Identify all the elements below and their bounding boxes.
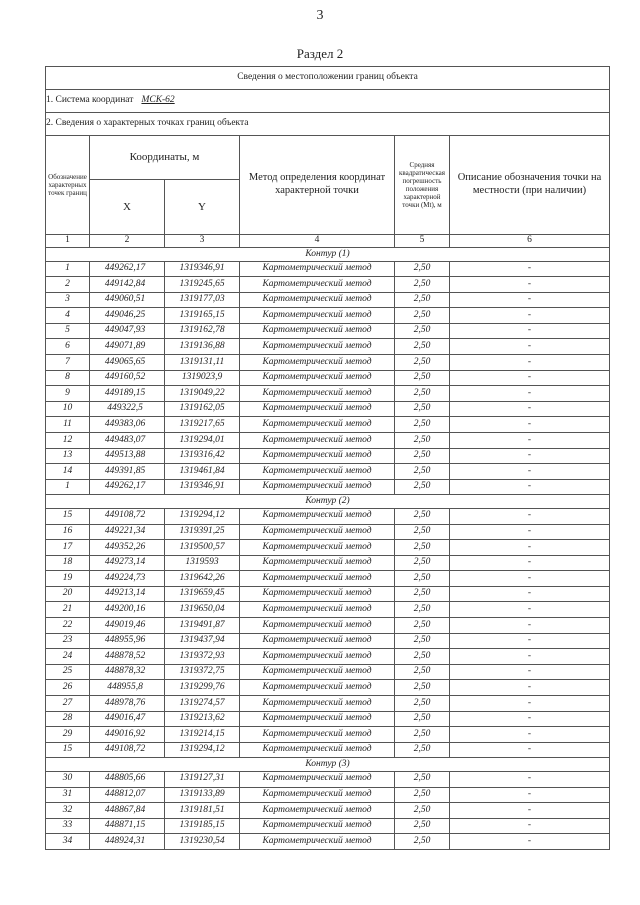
table-row xyxy=(46,555,610,571)
mean-error-cell: 2,50 xyxy=(395,448,450,464)
contour-label: Контур (2) xyxy=(46,495,610,509)
point-number-cell: 19 xyxy=(46,571,90,587)
point-number-cell: 34 xyxy=(46,834,90,850)
coord-system-row xyxy=(46,90,610,113)
y-coordinate-cell: 1319274,57 xyxy=(165,696,240,712)
x-coordinate-cell: 449513,88 xyxy=(90,448,165,464)
point-number-cell: 28 xyxy=(46,711,90,727)
mean-error-cell: 2,50 xyxy=(395,602,450,618)
point-number-cell: 1 xyxy=(46,479,90,495)
y-coordinate-cell: 1319299,76 xyxy=(165,680,240,696)
column-number: 4 xyxy=(240,235,395,248)
header-y: Y xyxy=(165,180,240,235)
point-number-cell: 2 xyxy=(46,277,90,293)
description-cell: - xyxy=(450,664,610,680)
method-cell: Картометрический метод xyxy=(240,727,395,743)
table-row xyxy=(46,508,610,524)
mean-error-cell: 2,50 xyxy=(395,818,450,834)
point-number-cell: 18 xyxy=(46,555,90,571)
description-cell: - xyxy=(450,727,610,743)
table-row xyxy=(46,479,610,495)
point-number-cell: 20 xyxy=(46,586,90,602)
y-coordinate-cell: 1319461,84 xyxy=(165,464,240,480)
description-cell: - xyxy=(450,680,610,696)
method-cell: Картометрический метод xyxy=(240,633,395,649)
y-coordinate-cell: 1319162,78 xyxy=(165,323,240,339)
method-cell: Картометрический метод xyxy=(240,339,395,355)
column-number: 3 xyxy=(165,235,240,248)
y-coordinate-cell: 1319214,15 xyxy=(165,727,240,743)
point-number-cell: 16 xyxy=(46,524,90,540)
y-coordinate-cell: 1319133,89 xyxy=(165,787,240,803)
description-cell: - xyxy=(450,571,610,587)
column-number: 6 xyxy=(450,235,610,248)
method-cell: Картометрический метод xyxy=(240,771,395,787)
description-cell: - xyxy=(450,386,610,402)
table-row xyxy=(46,711,610,727)
method-cell: Картометрический метод xyxy=(240,649,395,665)
point-number-cell: 30 xyxy=(46,771,90,787)
method-cell: Картометрический метод xyxy=(240,433,395,449)
point-number-cell: 14 xyxy=(46,464,90,480)
point-number-cell: 12 xyxy=(46,433,90,449)
y-coordinate-cell: 1319294,01 xyxy=(165,433,240,449)
mean-error-cell: 2,50 xyxy=(395,339,450,355)
table-row xyxy=(46,417,610,433)
table-row xyxy=(46,633,610,649)
y-coordinate-cell: 1319213,62 xyxy=(165,711,240,727)
method-cell: Картометрический метод xyxy=(240,401,395,417)
mean-error-cell: 2,50 xyxy=(395,696,450,712)
x-coordinate-cell: 449065,65 xyxy=(90,355,165,371)
mean-error-cell: 2,50 xyxy=(395,803,450,819)
table-row xyxy=(46,308,610,324)
point-number-cell: 9 xyxy=(46,386,90,402)
point-number-cell: 3 xyxy=(46,292,90,308)
table-row xyxy=(46,696,610,712)
y-coordinate-cell: 1319659,45 xyxy=(165,586,240,602)
method-cell: Картометрический метод xyxy=(240,277,395,293)
y-coordinate-cell: 1319217,65 xyxy=(165,417,240,433)
x-coordinate-cell: 449383,06 xyxy=(90,417,165,433)
description-cell: - xyxy=(450,818,610,834)
table-row xyxy=(46,464,610,480)
point-number-cell: 15 xyxy=(46,508,90,524)
description-cell: - xyxy=(450,771,610,787)
method-cell: Картометрический метод xyxy=(240,787,395,803)
mean-error-cell: 2,50 xyxy=(395,401,450,417)
mean-error-cell: 2,50 xyxy=(395,771,450,787)
point-number-cell: 32 xyxy=(46,803,90,819)
table-row xyxy=(46,261,610,277)
x-coordinate-cell: 449108,72 xyxy=(90,508,165,524)
table-title: Сведения о местоположении границ объекта xyxy=(46,67,610,90)
table-row xyxy=(46,292,610,308)
description-cell: - xyxy=(450,787,610,803)
x-coordinate-cell: 448805,66 xyxy=(90,771,165,787)
x-coordinate-cell: 449071,89 xyxy=(90,339,165,355)
method-cell: Картометрический метод xyxy=(240,803,395,819)
mean-error-cell: 2,50 xyxy=(395,540,450,556)
x-coordinate-cell: 449391,85 xyxy=(90,464,165,480)
description-cell: - xyxy=(450,261,610,277)
point-number-cell: 26 xyxy=(46,680,90,696)
y-coordinate-cell: 1319593 xyxy=(165,555,240,571)
mean-error-cell: 2,50 xyxy=(395,618,450,634)
point-number-cell: 1 xyxy=(46,261,90,277)
method-cell: Картометрический метод xyxy=(240,417,395,433)
x-coordinate-cell: 448878,52 xyxy=(90,649,165,665)
x-coordinate-cell: 449142,84 xyxy=(90,277,165,293)
x-coordinate-cell: 449213,14 xyxy=(90,586,165,602)
contour-row xyxy=(46,248,610,262)
y-coordinate-cell: 1319049,22 xyxy=(165,386,240,402)
header-method: Метод определения координат характерной точки xyxy=(240,136,395,235)
x-coordinate-cell: 449016,92 xyxy=(90,727,165,743)
x-coordinate-cell: 449016,47 xyxy=(90,711,165,727)
table-row xyxy=(46,834,610,850)
mean-error-cell: 2,50 xyxy=(395,261,450,277)
header-coordinates: Координаты, м xyxy=(90,136,240,180)
table-row xyxy=(46,742,610,758)
mean-error-cell: 2,50 xyxy=(395,586,450,602)
point-number-cell: 4 xyxy=(46,308,90,324)
y-coordinate-cell: 1319491,87 xyxy=(165,618,240,634)
y-coordinate-cell: 1319127,31 xyxy=(165,771,240,787)
description-cell: - xyxy=(450,524,610,540)
header-description: Описание обозначения точки на местности (при наличии) xyxy=(450,136,610,235)
contour-row xyxy=(46,495,610,509)
mean-error-cell: 2,50 xyxy=(395,292,450,308)
table-row xyxy=(46,323,610,339)
method-cell: Картометрический метод xyxy=(240,479,395,495)
description-cell: - xyxy=(450,602,610,618)
point-number-cell: 22 xyxy=(46,618,90,634)
boundary-table xyxy=(45,66,610,850)
description-cell: - xyxy=(450,649,610,665)
x-coordinate-cell: 449352,26 xyxy=(90,540,165,556)
x-coordinate-cell: 448955,8 xyxy=(90,680,165,696)
mean-error-cell: 2,50 xyxy=(395,479,450,495)
method-cell: Картометрический метод xyxy=(240,664,395,680)
method-cell: Картометрический метод xyxy=(240,602,395,618)
table-row xyxy=(46,586,610,602)
x-coordinate-cell: 449221,34 xyxy=(90,524,165,540)
method-cell: Картометрический метод xyxy=(240,540,395,556)
method-cell: Картометрический метод xyxy=(240,355,395,371)
method-cell: Картометрический метод xyxy=(240,370,395,386)
x-coordinate-cell: 448924,31 xyxy=(90,834,165,850)
point-number-cell: 15 xyxy=(46,742,90,758)
y-coordinate-cell: 1319230,54 xyxy=(165,834,240,850)
mean-error-cell: 2,50 xyxy=(395,680,450,696)
header-x: X xyxy=(90,180,165,235)
page-number: 3 xyxy=(316,8,324,23)
table-row xyxy=(46,401,610,417)
mean-error-cell: 2,50 xyxy=(395,834,450,850)
mean-error-cell: 2,50 xyxy=(395,370,450,386)
method-cell: Картометрический метод xyxy=(240,308,395,324)
x-coordinate-cell: 449189,15 xyxy=(90,386,165,402)
x-coordinate-cell: 448955,96 xyxy=(90,633,165,649)
y-coordinate-cell: 1319437,94 xyxy=(165,633,240,649)
method-cell: Картометрический метод xyxy=(240,618,395,634)
x-coordinate-cell: 448871,15 xyxy=(90,818,165,834)
mean-error-cell: 2,50 xyxy=(395,524,450,540)
coord-system-value: МСК-62 xyxy=(141,95,175,106)
method-cell: Картометрический метод xyxy=(240,834,395,850)
column-number: 2 xyxy=(90,235,165,248)
y-coordinate-cell: 1319165,15 xyxy=(165,308,240,324)
method-cell: Картометрический метод xyxy=(240,464,395,480)
y-coordinate-cell: 1319372,75 xyxy=(165,664,240,680)
description-cell: - xyxy=(450,339,610,355)
description-cell: - xyxy=(450,803,610,819)
mean-error-cell: 2,50 xyxy=(395,555,450,571)
y-coordinate-cell: 1319316,42 xyxy=(165,448,240,464)
point-number-cell: 10 xyxy=(46,401,90,417)
x-coordinate-cell: 449019,46 xyxy=(90,618,165,634)
table-row xyxy=(46,386,610,402)
point-number-cell: 29 xyxy=(46,727,90,743)
x-coordinate-cell: 449273,14 xyxy=(90,555,165,571)
mean-error-cell: 2,50 xyxy=(395,323,450,339)
y-coordinate-cell: 1319642,26 xyxy=(165,571,240,587)
table-row xyxy=(46,339,610,355)
description-cell: - xyxy=(450,417,610,433)
y-coordinate-cell: 1319136,88 xyxy=(165,339,240,355)
method-cell: Картометрический метод xyxy=(240,586,395,602)
method-cell: Картометрический метод xyxy=(240,818,395,834)
mean-error-cell: 2,50 xyxy=(395,571,450,587)
y-coordinate-cell: 1319023,9 xyxy=(165,370,240,386)
method-cell: Картометрический метод xyxy=(240,386,395,402)
table-row xyxy=(46,803,610,819)
description-cell: - xyxy=(450,618,610,634)
point-number-cell: 24 xyxy=(46,649,90,665)
y-coordinate-cell: 1319500,57 xyxy=(165,540,240,556)
method-cell: Картометрический метод xyxy=(240,508,395,524)
table-row xyxy=(46,649,610,665)
y-coordinate-cell: 1319181,51 xyxy=(165,803,240,819)
point-number-cell: 27 xyxy=(46,696,90,712)
x-coordinate-cell: 449483,07 xyxy=(90,433,165,449)
description-cell: - xyxy=(450,464,610,480)
table-row xyxy=(46,680,610,696)
column-number: 1 xyxy=(46,235,90,248)
method-cell: Картометрический метод xyxy=(240,742,395,758)
header-point-designation: Обозначение характерных точек границ xyxy=(46,136,90,235)
description-cell: - xyxy=(450,633,610,649)
method-cell: Картометрический метод xyxy=(240,555,395,571)
mean-error-cell: 2,50 xyxy=(395,417,450,433)
description-cell: - xyxy=(450,742,610,758)
x-coordinate-cell: 449047,93 xyxy=(90,323,165,339)
y-coordinate-cell: 1319650,04 xyxy=(165,602,240,618)
table-row xyxy=(46,664,610,680)
description-cell: - xyxy=(450,355,610,371)
description-cell: - xyxy=(450,277,610,293)
point-number-cell: 7 xyxy=(46,355,90,371)
y-coordinate-cell: 1319372,93 xyxy=(165,649,240,665)
description-cell: - xyxy=(450,834,610,850)
mean-error-cell: 2,50 xyxy=(395,508,450,524)
table-row xyxy=(46,771,610,787)
y-coordinate-cell: 1319391,25 xyxy=(165,524,240,540)
mean-error-cell: 2,50 xyxy=(395,433,450,449)
x-coordinate-cell: 449160,52 xyxy=(90,370,165,386)
table-row xyxy=(46,433,610,449)
table-row xyxy=(46,540,610,556)
y-coordinate-cell: 1319294,12 xyxy=(165,508,240,524)
y-coordinate-cell: 1319346,91 xyxy=(165,479,240,495)
x-coordinate-cell: 449262,17 xyxy=(90,479,165,495)
point-number-cell: 25 xyxy=(46,664,90,680)
table-row xyxy=(46,524,610,540)
section-title: Раздел 2 xyxy=(296,46,344,61)
point-number-cell: 17 xyxy=(46,540,90,556)
table-row xyxy=(46,602,610,618)
table-row xyxy=(46,787,610,803)
description-cell: - xyxy=(450,323,610,339)
y-coordinate-cell: 1319294,12 xyxy=(165,742,240,758)
x-coordinate-cell: 449200,16 xyxy=(90,602,165,618)
points-section-label: 2. Сведения о характерных точках границ объекта xyxy=(46,113,610,136)
mean-error-cell: 2,50 xyxy=(395,664,450,680)
point-number-cell: 8 xyxy=(46,370,90,386)
point-number-cell: 23 xyxy=(46,633,90,649)
method-cell: Картометрический метод xyxy=(240,292,395,308)
header-mean-error: Средняя квадратическая погрешность положения характерной точки (Mt), м xyxy=(395,136,450,235)
table-row xyxy=(46,618,610,634)
description-cell: - xyxy=(450,308,610,324)
x-coordinate-cell: 449046,25 xyxy=(90,308,165,324)
mean-error-cell: 2,50 xyxy=(395,787,450,803)
point-number-cell: 6 xyxy=(46,339,90,355)
x-coordinate-cell: 449108,72 xyxy=(90,742,165,758)
mean-error-cell: 2,50 xyxy=(395,464,450,480)
y-coordinate-cell: 1319185,15 xyxy=(165,818,240,834)
method-cell: Картометрический метод xyxy=(240,571,395,587)
mean-error-cell: 2,50 xyxy=(395,649,450,665)
method-cell: Картометрический метод xyxy=(240,711,395,727)
mean-error-cell: 2,50 xyxy=(395,386,450,402)
table-row xyxy=(46,277,610,293)
description-cell: - xyxy=(450,433,610,449)
y-coordinate-cell: 1319245,65 xyxy=(165,277,240,293)
point-number-cell: 33 xyxy=(46,818,90,834)
coord-system-label: 1. Система координат xyxy=(46,95,134,106)
table-row xyxy=(46,727,610,743)
description-cell: - xyxy=(450,479,610,495)
table-row xyxy=(46,571,610,587)
point-number-cell: 11 xyxy=(46,417,90,433)
description-cell: - xyxy=(450,555,610,571)
y-coordinate-cell: 1319177,03 xyxy=(165,292,240,308)
point-number-cell: 21 xyxy=(46,602,90,618)
description-cell: - xyxy=(450,540,610,556)
method-cell: Картометрический метод xyxy=(240,448,395,464)
description-cell: - xyxy=(450,586,610,602)
table-row xyxy=(46,818,610,834)
contour-label: Контур (1) xyxy=(46,248,610,262)
contour-label: Контур (3) xyxy=(46,758,610,772)
mean-error-cell: 2,50 xyxy=(395,308,450,324)
method-cell: Картометрический метод xyxy=(240,680,395,696)
x-coordinate-cell: 449262,17 xyxy=(90,261,165,277)
description-cell: - xyxy=(450,508,610,524)
method-cell: Картометрический метод xyxy=(240,323,395,339)
column-number: 5 xyxy=(395,235,450,248)
description-cell: - xyxy=(450,711,610,727)
mean-error-cell: 2,50 xyxy=(395,355,450,371)
y-coordinate-cell: 1319131,11 xyxy=(165,355,240,371)
method-cell: Картометрический метод xyxy=(240,261,395,277)
x-coordinate-cell: 449060,51 xyxy=(90,292,165,308)
mean-error-cell: 2,50 xyxy=(395,727,450,743)
mean-error-cell: 2,50 xyxy=(395,711,450,727)
mean-error-cell: 2,50 xyxy=(395,742,450,758)
y-coordinate-cell: 1319162,05 xyxy=(165,401,240,417)
x-coordinate-cell: 448878,32 xyxy=(90,664,165,680)
mean-error-cell: 2,50 xyxy=(395,633,450,649)
y-coordinate-cell: 1319346,91 xyxy=(165,261,240,277)
table-row xyxy=(46,370,610,386)
method-cell: Картометрический метод xyxy=(240,696,395,712)
description-cell: - xyxy=(450,448,610,464)
point-number-cell: 31 xyxy=(46,787,90,803)
method-cell: Картометрический метод xyxy=(240,524,395,540)
point-number-cell: 5 xyxy=(46,323,90,339)
point-number-cell: 13 xyxy=(46,448,90,464)
x-coordinate-cell: 448812,07 xyxy=(90,787,165,803)
mean-error-cell: 2,50 xyxy=(395,277,450,293)
table-row xyxy=(46,355,610,371)
description-cell: - xyxy=(450,696,610,712)
x-coordinate-cell: 449224,73 xyxy=(90,571,165,587)
description-cell: - xyxy=(450,401,610,417)
description-cell: - xyxy=(450,370,610,386)
x-coordinate-cell: 448867,84 xyxy=(90,803,165,819)
contour-row xyxy=(46,758,610,772)
x-coordinate-cell: 449322,5 xyxy=(90,401,165,417)
x-coordinate-cell: 448978,76 xyxy=(90,696,165,712)
description-cell: - xyxy=(450,292,610,308)
table-row xyxy=(46,448,610,464)
